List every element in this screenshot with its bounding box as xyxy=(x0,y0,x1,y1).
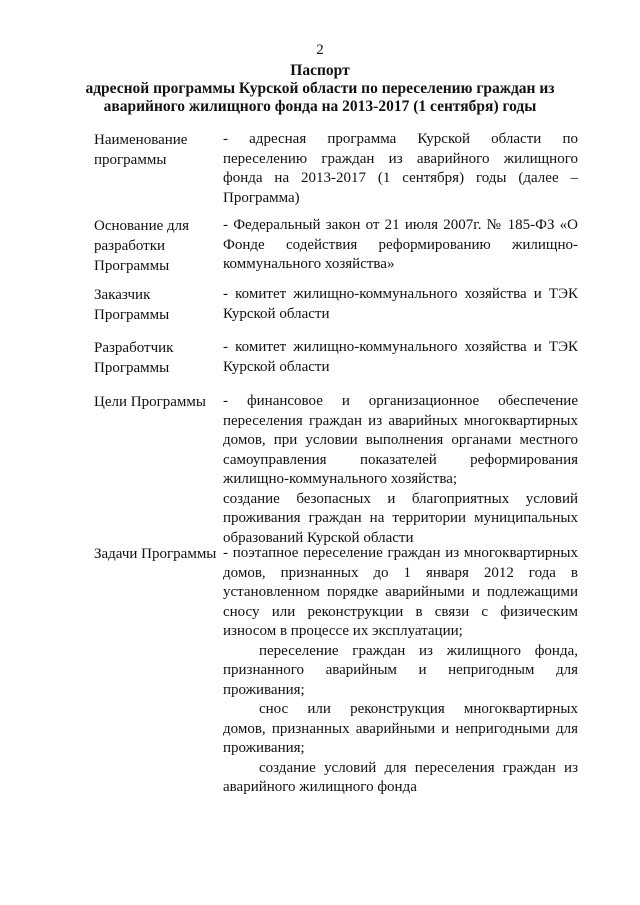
row-value xyxy=(223,130,578,208)
row-value xyxy=(223,216,578,275)
title-block xyxy=(40,62,600,116)
document-title: Паспорт xyxy=(290,62,350,79)
document-subtitle-line-2: аварийного жилищного фонда на 2013-2017 (1 сентября) годы xyxy=(103,98,537,115)
row-label: Заказчик Программы xyxy=(94,287,170,323)
row-label: Задачи Программы xyxy=(94,546,217,562)
row-value xyxy=(223,544,578,798)
row-label: Основание для разработки Программы xyxy=(94,218,190,274)
page-number: 2 xyxy=(316,42,324,58)
row-paragraph: - комитет жилищно-коммунального хозяйства и ТЭК Курской области xyxy=(223,339,578,375)
row-paragraph: создание условий для переселения граждан из аварийного жилищного фонда xyxy=(223,759,578,795)
row-paragraph: - финансовое и организационное обеспечение переселения граждан из аварийных многоквартирных домов, при условии выполнения органами местного самоуправления показателей реформирования жилищно-коммунального хозяйства; xyxy=(223,393,578,487)
row-paragraph: снос или реконструкция многоквартирных домов, признанных аварийными и непригодными для проживания; xyxy=(223,701,578,756)
row-paragraph: создание безопасных и благоприятных условий проживания граждан на территории муниципальных образований Курской области xyxy=(223,490,578,546)
row-label: Разработчик Программы xyxy=(94,340,174,376)
row-value xyxy=(223,285,578,324)
row-paragraph: - адресная программа Курской области по переселению граждан из аварийного жилищного фонда на 2013-2017 (1 сентября) годы (далее – Программа) xyxy=(223,131,578,206)
document-subtitle-line-1: адресной программы Курской области по переселению граждан из xyxy=(85,80,555,97)
row-paragraph: - Федеральный закон от 21 июля 2007г. № 185-ФЗ «О Фонде содействия реформированию жилищно-коммунального хозяйства» xyxy=(223,217,578,272)
row-paragraph: переселение граждан из жилищного фонда, признанного аварийным и непригодным для проживания; xyxy=(223,642,578,698)
row-value xyxy=(223,338,578,377)
row-paragraph: - поэтапное переселение граждан из многоквартирных домов, признанных до 1 января 2012 года в установленном порядке аварийными и подлежащими сносу или реконструкции в связи с физическим износом в процессе их эксплуатации; xyxy=(223,545,578,639)
row-paragraph: - комитет жилищно-коммунального хозяйства и ТЭК Курской области xyxy=(223,286,578,322)
row-label: Наименование программы xyxy=(94,132,188,168)
row-value xyxy=(223,392,578,548)
row-label: Цели Программы xyxy=(94,394,206,410)
